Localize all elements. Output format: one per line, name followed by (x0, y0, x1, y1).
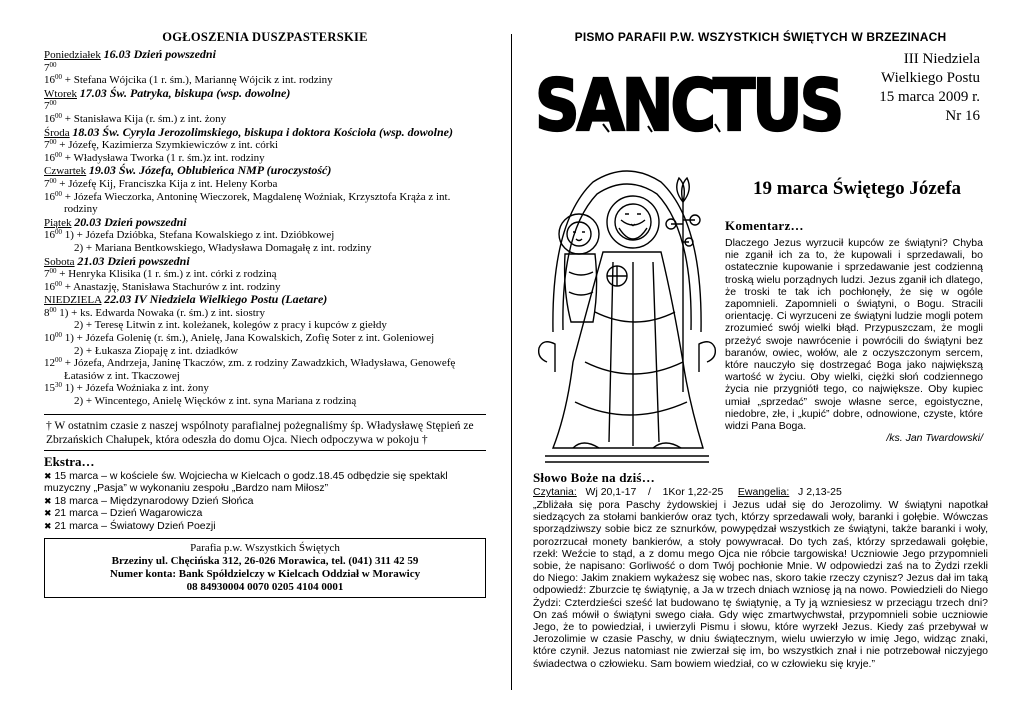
publication-header: PISMO PARAFII P.W. WSZYSTKICH ŚWIĘTYCH W BRZEZINACH (574, 30, 947, 44)
day-name: Wtorek (44, 87, 77, 100)
mass-hour: 15 (44, 382, 55, 395)
issue-sunday: III Niedziela (903, 51, 980, 67)
day-name: Środa (44, 126, 70, 139)
mass-minutes: 00 (49, 305, 57, 314)
mass-intention (44, 345, 486, 358)
day-name: Sobota (44, 255, 75, 268)
intention-text: + Henryka Klisika (1 r. śm.) z int. córki z rodziną (59, 268, 277, 281)
mass-hour: 16 (44, 151, 55, 164)
day-header (44, 48, 486, 62)
day-name: Czwartek (44, 165, 87, 178)
commentary-text: Dlaczego Jezus wyrzucił kupców ze świątyni? Chyba nie zganił ich za to, że kupowali i sprzedawali, bo ostatecznie kupowanie i sprzedawanie jest codzienną troską wielu porządnych ludzi. Jezus zganił ich dlatego, że troski te tak ich pochłonęły, że się w ogóle zapomnieli. Zapomnieli o świątyni, o Bogu. Stracili orientację. Ci wyrzuceni ze świątyni ludzie mogli potem zrozumieć swój wielki błąd. Przypuszczam, że mogli przeżyć swoje nawrócenie i powrócili do świątyni bez baranów, owiec, wołów, ale z oczyszczonym sercem, które nauczyło się dostrzegać Boga jako największą wartość w życiu. Oby wielki, ciężki słoń codziennego życia nie przygniótł tego, co największe. Oby kupiec umiał „sprzedać” swoje własne serce, egoistyczne, niedobre, złe, i „kupić” dobre, odnowione, czyste, które widzi Pana Boga. (725, 237, 983, 433)
intention-text: 1) + Józefa Dzióbka, Stefana Kowalskiego z int. Dzióbkowej (64, 229, 335, 242)
mass-minutes: 00 (49, 267, 57, 276)
ekstra-item: ✖ 21 marca – Światowy Dzień Poezji (44, 519, 216, 532)
saint-joseph-illustration (533, 162, 721, 464)
mass-intention (44, 395, 486, 408)
bank-name: Numer konta: Bank Spółdzielczy w Kielcach Oddział w Morawicy (109, 568, 421, 581)
mass-intention (44, 319, 486, 332)
obituary-note: † W ostatnim czasie z naszej wspólnoty parafialnej pożegnaliśmy śp. Władysławę Stępień ze Zbrzańskich Chałupek, która odeszła do domu Ojca. Niech odpoczywa w pokoju † (44, 414, 486, 451)
day-name: Poniedziałek (44, 49, 101, 61)
mass-hour: 16 (44, 190, 55, 203)
mass-intention (44, 382, 486, 395)
liturgical-day: 16.03 Dzień powszedni (103, 47, 216, 61)
mass-minutes: 00 (55, 189, 62, 198)
intention-text: + Józefa, Andrzeja, Janinę Tkaczów, zm. z rodziny Zawadzkich, Władysława, Genowefę Łatasiów z int. Tkaczowej (64, 357, 456, 382)
sanctus-logo (533, 54, 842, 147)
intention-text: 1) + ks. Edwarda Nowaka (r. śm.) z int. siostry (59, 306, 265, 319)
commentary-author: /ks. Jan Twardowski/ (886, 432, 983, 445)
mass-hour: 7 (44, 177, 50, 190)
parish-contact-box (44, 538, 486, 598)
mass-intention (44, 191, 486, 216)
mass-schedule (44, 48, 486, 408)
mass-minutes: 00 (49, 138, 57, 147)
readings-line: Czytania: Wj 20,1-17 / 1Kor 1,22-25 Ewangelia: J 2,13-25 (533, 486, 842, 498)
mass-hour: 16 (44, 74, 55, 87)
intention-text: + Stanisława Kija (r. śm.) z int. żony (64, 112, 227, 125)
mass-minutes: 00 (55, 279, 62, 288)
mass-intention (44, 357, 486, 382)
mass-intention (44, 332, 486, 345)
intention-text: 2) + Mariana Bentkowskiego, Władysława Domagałę z int. rodziny (74, 241, 372, 254)
word-of-god-section (533, 470, 988, 670)
issue-number: Nr 16 (945, 108, 980, 124)
mass-intention (44, 178, 486, 191)
mass-minutes: 00 (55, 356, 62, 365)
intention-text: + Józefę, Kazimierza Szymkiewiczów z int. córki (59, 139, 279, 152)
mass-hour: 10 (44, 332, 55, 345)
mass-minutes: 00 (55, 150, 62, 159)
day-header (44, 255, 486, 269)
mass-hour: 16 (44, 280, 55, 293)
parish-address: Brzeziny ul. Chęcińska 312, 26-026 Morawica, tel. (041) 311 42 59 (111, 555, 419, 568)
mass-intention (44, 139, 486, 152)
mass-hour: 7 (44, 100, 50, 113)
mass-intention (44, 100, 486, 113)
day-header (44, 87, 486, 101)
mass-hour: 12 (44, 357, 55, 370)
intention-text: + Stefana Wójcika (1 r. śm.), Mariannę Wójcik z int. rodziny (64, 74, 333, 87)
svg-text:SANCTUS: SANCTUS (535, 63, 842, 147)
column-divider (511, 34, 512, 690)
mass-minutes: 00 (55, 331, 62, 340)
mass-minutes: 00 (49, 99, 57, 108)
mass-intention (44, 229, 486, 242)
mass-minutes: 00 (49, 60, 57, 69)
ekstra-item: ✖ 21 marca – Dzień Wagarowicza (44, 507, 203, 520)
cross-mark-icon: ✖ (44, 520, 52, 531)
intention-text: + Józefa Wieczorka, Antoninę Wieczorek, Magdalenę Woźniak, Krzysztofa Krąża z int. rodziny (64, 190, 451, 216)
mass-hour: 16 (44, 229, 55, 242)
mass-hour: 7 (44, 61, 50, 74)
mass-hour: 7 (44, 268, 50, 281)
liturgical-day: 22.03 IV Niedziela Wielkiego Postu (Laetare) (104, 292, 328, 307)
intention-text: 2) + Łukasza Ziopaję z int. dziadków (74, 344, 239, 357)
liturgical-day: 17.03 Św. Patryka, biskupa (wsp. dowolne) (79, 85, 291, 100)
intention-text: + Józefę Kij, Franciszka Kija z int. Heleny Korba (59, 177, 278, 190)
ekstra-item: ✖ 18 marca – Międzynarodowy Dzień Słońca (44, 494, 254, 507)
issue-info (879, 50, 980, 126)
ekstra-item: ✖ 15 marca – w kościele św. Wojciecha w Kielcach o godz.18.45 odbędzie się spektakl muzyczny „Pasja” w wykonaniu zespołu „Bardzo nam Miłosz” (44, 470, 448, 495)
liturgical-day: 20.03 Dzień powszedni (74, 214, 187, 229)
day-name: Piątek (44, 216, 72, 229)
intention-text: 1) + Józefa Golenię (r. śm.), Anielę, Jana Kowalskich, Zofię Soter z int. Goleniowej (64, 332, 435, 345)
mass-minutes: 30 (55, 381, 62, 390)
commentary-section (725, 218, 983, 444)
liturgical-day: 21.03 Dzień powszedni (77, 253, 190, 268)
ekstra-section (44, 453, 486, 532)
parish-name: Parafia p.w. Wszystkich Świętych (190, 542, 340, 555)
intention-text: + Władysława Tworka (1 r. śm.)z int. rodziny (64, 151, 265, 164)
mass-intention (44, 307, 486, 320)
mass-hour: 7 (44, 139, 50, 152)
mass-intention (44, 268, 486, 281)
day-header (44, 126, 486, 140)
cross-mark-icon: ✖ (44, 508, 52, 519)
day-header (44, 164, 486, 178)
issue-season: Wielkiego Postu (881, 70, 980, 86)
cross-mark-icon: ✖ (44, 471, 52, 482)
cross-mark-icon: ✖ (44, 495, 52, 506)
mass-minutes: 00 (49, 176, 57, 185)
mass-intention (44, 62, 486, 75)
day-name: NIEDZIELA (44, 294, 102, 307)
liturgical-day: 19.03 Św. Józefa, Oblubieńca NMP (uroczystość) (88, 163, 332, 178)
gospel-text: „Zbliżała się pora Paschy żydowskiej i Jezus udał się do Jerozolimy. W świątyni napotkał siedzących za stołami bankierów oraz tych, którzy sprzedawali woły, baranki i gołębie. Wówczas sporządziwszy sobie bicz ze sznurków, powypędzał wszystkich ze świątyni, także baranki i woły, porozrzucał monety bankierów, a stoły powywracał. Do tych zaś, którzy sprzedawali gołębie, rzekł: Weźcie to stąd, a z domu mego Ojca nie róbcie targowiska! Uczniowie Jego przypomnieli sobie, że napisano: Gorliwość o dom Twój pochłonie Mnie. W odpowiedzi zaś na to Żydzi rzekli do Niego: Jakim znakiem wykażesz się wobec nas, skoro takie rzeczy czynisz? Jezus dał im taką odpowiedź: Zburzcie tę świątynię, a Ja w trzech dniach wzniosę ją na nowo. Powiedzieli do Niego Żydzi: Czterdzieści sześć lat budowano tę świątynię, a Ty ją wzniesiesz w przeciągu trzech dni? On zaś mówił o świątyni swego ciała. Gdy więc zmartwychwstał, przypomnieli sobie uczniowie Jego, że to powiedział, i uwierzyli Pismu i słowu, które wyrzekł Jezus. Kiedy zaś przebywał w Jerozolimie w czasie Paschy, w dniu świątecznym, wielu uwierzyło w imię Jego, widząc znaki, które czynił. Jezus natomiast nie zwierzał się im, bo wszystkich znał i nie potrzebował niczyjego świadectwa o człowieku. Sam bowiem wiedział, co w człowieku się kryje.” (533, 499, 988, 670)
commentary-title: Komentarz… (725, 218, 804, 233)
intention-text: 2) + Wincentego, Anielę Więcków z int. syna Mariana z rodziną (74, 395, 357, 408)
day-header (44, 293, 486, 307)
mass-minutes: 00 (55, 228, 62, 237)
masthead (533, 44, 988, 147)
mass-hour: 8 (44, 306, 50, 319)
newsletter-column (533, 30, 988, 670)
word-of-god-title: Słowo Boże na dziś… (533, 470, 655, 485)
announcements-column (44, 30, 486, 598)
ekstra-title: Ekstra… (44, 453, 95, 469)
intention-text: 1) + Józefa Woźniaka z int. żony (64, 382, 209, 395)
day-header (44, 216, 486, 230)
announcements-header: OGŁOSZENIA DUSZPASTERSKIE (162, 30, 368, 44)
mass-minutes: 00 (55, 73, 62, 82)
mass-hour: 16 (44, 112, 55, 125)
feature-headline: 19 marca Świętego Józefa (753, 178, 962, 199)
intention-text: 2) + Teresę Litwin z int. koleżanek, kolegów z pracy i kupców z giełdy (74, 319, 387, 332)
intention-text: + Anastazję, Stanisława Stachurów z int. rodziny (64, 280, 281, 293)
liturgical-day: 18.03 Św. Cyryla Jerozolimskiego, biskupa i doktora Kościoła (wsp. dowolne) (72, 124, 453, 139)
mass-minutes: 00 (55, 111, 62, 120)
issue-date: 15 marca 2009 r. (879, 89, 980, 105)
bank-account: 08 84930004 0070 0205 4104 0001 (186, 581, 344, 594)
